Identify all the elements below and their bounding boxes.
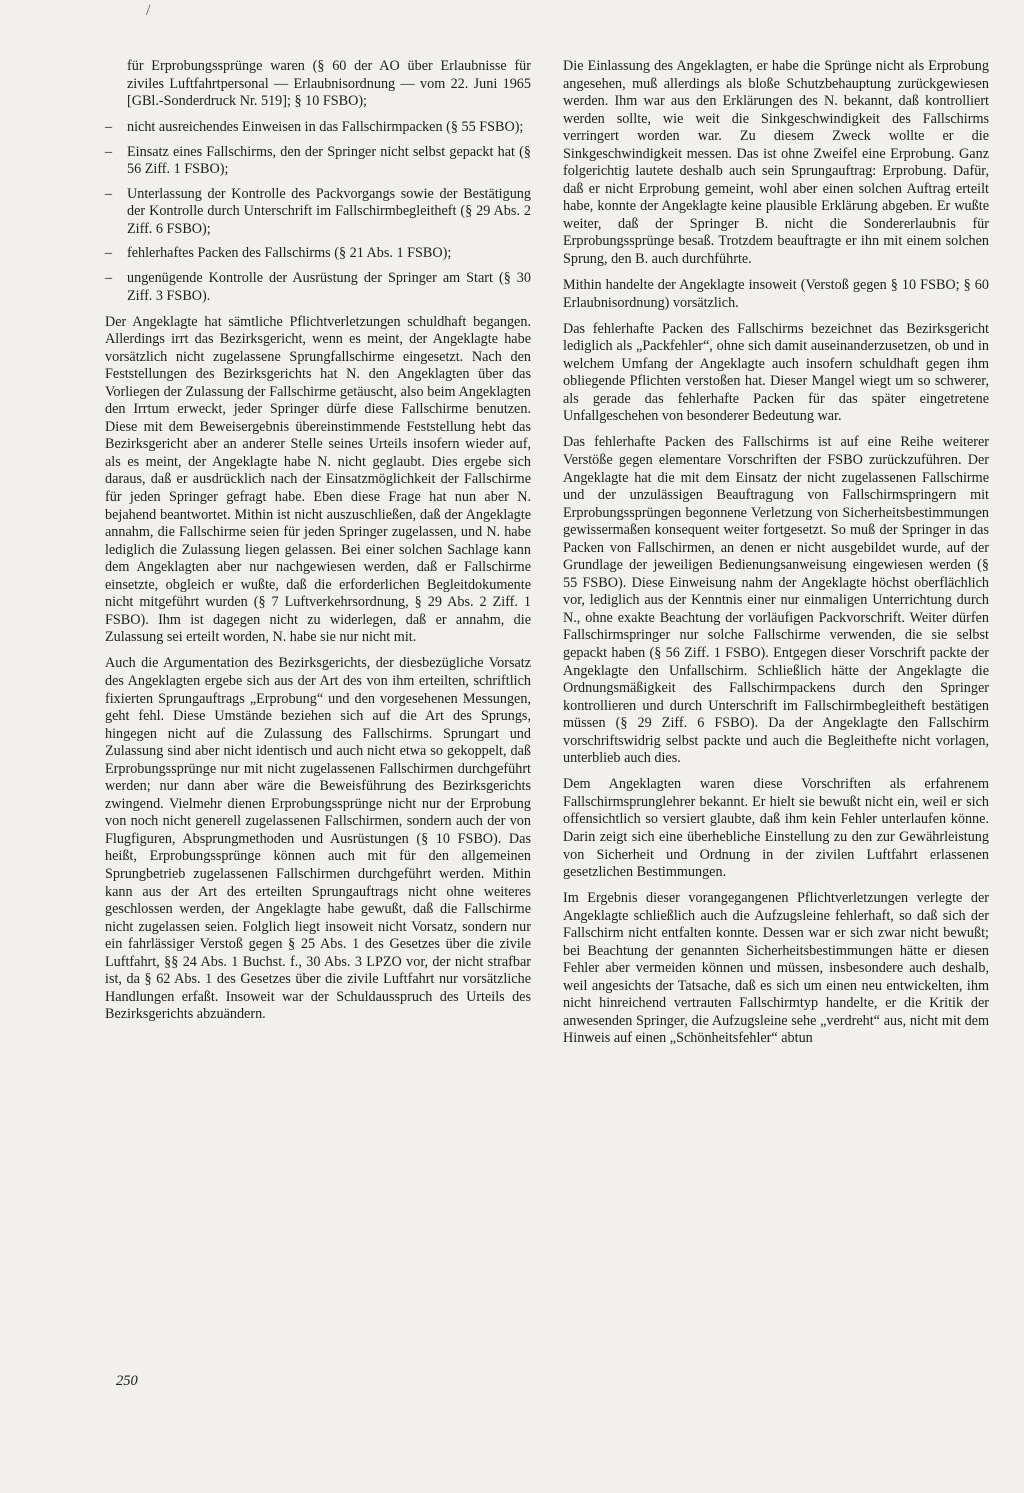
paragraph: Mithin handelte der Angeklagte insoweit (Verstoß gegen § 10 FSBO; § 60 Erlaubnisordnung) vorsätzlich. (563, 277, 989, 311)
violation-list (105, 119, 531, 305)
paragraph: Das fehlerhafte Packen des Fallschirms bezeichnet das Bezirksgericht lediglich als „Packfehler“, ohne sich damit auseinanderzusetzen, ob und in welchem Umfang der Angeklagte auch insofern schuldhaft gegen ihm obliegende Pflichten verstoßen hat. Dieser Mangel wiegt um so schwerer, als gerade das fehlerhafte Packen für das später eingetretene Unfallgeschehen von besonderer Bedeutung war. (563, 320, 989, 425)
list-item: – Einsatz eines Fallschirms, den der Springer nicht selbst gepackt hat (§ 56 Ziff. 1 FSBO); (105, 144, 531, 179)
paragraph: Im Ergebnis dieser vorangegangenen Pflichtverletzungen verlegte der Angeklagte schließlich auch die Aufzugsleine fehlerhaft, so daß sich der Fallschirm nicht entfalten konnte. Dessen war er sich zwar nicht bewußt; bei Beachtung der genannten Sicherheitsbestimmungen hätte er diesen Fehler aber vermeiden können und müssen, insbesondere auch deshalb, weil angesichts der Tatsache, daß es sich um einen neu entwickelten, ihm nicht hinreichend vertrauten Fallschirmtyp handelte, er die Kritik der anwesenden Springer, die Aufzugsleine sehe „verdreht“ aus, nicht mit dem Hinweis auf einen „Schönheitsfehler“ abtun (563, 890, 989, 1047)
left-column (105, 58, 531, 1032)
list-item: – Unterlassung der Kontrolle des Packvorgangs sowie der Bestätigung der Kontrolle durch Unterschrift im Fallschirmbegleitheft (§ 29 Abs. 2 Ziff. 6 FSBO); (105, 186, 531, 239)
page-number: 250 (116, 1373, 138, 1389)
list-item: – nicht ausreichendes Einweisen in das Fallschirmpacken (§ 55 FSBO); (105, 119, 531, 137)
paragraph: Die Einlassung des Angeklagten, er habe die Sprünge nicht als Erprobung angesehen, muß allerdings als bloße Schutzbehauptung zurückgewiesen werden. Ihm war aus den Erklärungen des N. bekannt, daß kontrolliert werden sollte, wie weit die Sinkgeschwindigkeit des Fallschirms verringert worden war. Zu diesem Zweck wollte er die Sinkgeschwindigkeit messen. Das ist ohne Zweifel eine Erprobung. Ganz folgerichtig lautete deshalb auch sein Sprungauftrag: Erprobung. Dafür, daß er nicht Erprobung gemeint, wohl aber einen solchen Auftrag erteilt habe, konnte der Angeklagte keine plausible Erklärung abgeben. Er wußte weiter, daß der Springer B. nicht die Sondererlaubnis für Erprobungssprünge besaß. Trotzdem beauftragte er ihn mit einem solchen Sprung, den B. auch durchführte. (563, 58, 989, 268)
list-item: – fehlerhaftes Packen des Fallschirms (§ 21 Abs. 1 FSBO); (105, 245, 531, 263)
list-item: – ungenügende Kontrolle der Ausrüstung der Springer am Start (§ 30 Ziff. 3 FSBO). (105, 270, 531, 305)
intro-continuation: für Erprobungssprünge waren (§ 60 der AO über Erlaubnisse für ziviles Luftfahrtpersonal — Erlaubnisordnung — vom 22. Juni 1965 [GBl.-Sonderdruck Nr. 519]; § 10 FSBO); (127, 58, 531, 110)
paragraph: Das fehlerhafte Packen des Fallschirms ist auf eine Reihe weiterer Verstöße gegen elementare Vorschriften der FSBO zurückzuführen. Der Angeklagte hat die mit dem Einsatz der nicht zugelassenen Fallschirme und der unzulässigen Beauftragung von Fallschirmspringern mit Erprobungssprüngen begonnene Verletzung von Sicherheitsbestimmungen gewissermaßen konsequent weiter fortgesetzt. So muß der Springer in das Packen von Fallschirmen, an denen er nicht ausgebildet wurde, auf der Grundlage der jeweiligen Bedienungsanweisung eingewiesen werden (§ 55 FSBO). Diese Einweisung nahm der Angeklagte höchst oberflächlich vor, lediglich aus der Kenntnis einer nur einmaligen Unterrichtung durch N., ohne exakte Beachtung der vorläufigen Packvorschrift. Weiter dürfen Fallschirmspringer nur solche Fallschirme verwenden, die sie selbst gepackt haben (§ 56 Ziff. 1 FSBO). Entgegen dieser Vorschrift packte der Angeklagte den Unfallschirm. Schließlich hätte der Angeklagte die Ordnungsmäßigkeit des Fallschirmpackens durch den Springer kontrollieren und durch Unterschrift im Fallschirmbegleitheft bestätigen müssen (§ 29 Ziff. 6 FSBO). Da der Angeklagte den Fallschirm vorschriftswidrig selbst packte und auch die Begleithefte nicht vorlagen, unterblieb auch dies. (563, 434, 989, 767)
paragraph: Auch die Argumentation des Bezirksgerichts, der diesbezügliche Vorsatz des Angeklagten ergebe sich aus der Art des von ihm erteilten, schriftlich fixierten Sprungauftrags „Erprobung“ und den vorgesehenen Messungen, geht fehl. Diese Umstände beziehen sich auf die Art des Sprungs, hingegen nicht auf die Zulassung des Fallschirms. Sprungart und Zulassung sind aber nicht identisch und auch nicht etwa so gekoppelt, daß Erprobungssprünge nur mit nicht zugelassenen Fallschirmen durchgeführt werden; nur dann aber wäre die Beweisführung des Bezirksgerichts zwingend. Vielmehr dienen Erprobungssprünge nicht nur der Erprobung von noch nicht generell zugelassenen Fallschirmen, sondern auch der von Flugfiguren, Absprungmethoden und Ausrüstungen (§ 10 FSBO). Das heißt, Erprobungssprünge können auch mit für den allgemeinen Sprungbetrieb zugelassenen Fallschirmen durchgeführt werden. Mithin kann aus der Art des erteilten Sprungauftrags nicht ohne weiteres geschlossen werden, der Angeklagte habe gewußt, daß die Fallschirme nicht zugelassen seien. Folglich liegt insoweit nicht Vorsatz, sondern nur ein fahrlässiger Verstoß gegen § 25 Abs. 1 des Gesetzes über die zivile Luftfahrt, §§ 24 Abs. 1 Buchst. f., 30 Abs. 3 LPZO vor, der nicht strafbar ist, da § 62 Abs. 1 des Gesetzes über die zivile Luftfahrt nur vorsätzliche Handlungen erfaßt. Insoweit war der Schuldausspruch des Urteils des Bezirksgerichts abzuändern. (105, 655, 531, 1023)
margin-mark: / (146, 2, 151, 19)
right-column (563, 58, 989, 1057)
paragraph: Der Angeklagte hat sämtliche Pflichtverletzungen schuldhaft begangen. Allerdings irrt das Bezirksgericht, wenn es meint, der Angeklagte habe vorsätzlich nicht zugelassene Sprungfallschirme eingesetzt. Nach den Feststellungen des Bezirksgerichts hat N. den Angeklagten über das Vorliegen der Zulassung der Fallschirme getäuscht, also beim Angeklagten den Irrtum erweckt, jeder Springer dürfe diese Fallschirme benutzen. Diese mit dem Beweisergebnis übereinstimmende Feststellung hebt das Bezirksgericht aber an anderer Stelle seines Urteils insofern wieder auf, als es meint, der Angeklagte habe N. nicht geglaubt. Dies ergebe sich daraus, daß er ausdrücklich nach der Einsatzmöglichkeit der Fallschirme für jeden Springer gefragt habe. Eben diese Frage hat nun aber N. bejahend beantwortet. Mithin ist nicht auszuschließen, daß der Angeklagte annahm, die Fallschirme seien für jeden Springer zugelassen, und N. habe lediglich die Zulassung liegen gelassen. Bei einer solchen Sachlage kann dem Angeklagten aber nur nachgewiesen werden, daß er Fallschirme einsetzte, obgleich er wußte, daß die erforderlichen Begleitdokumente nicht mitgeführt wurden (§ 7 Luftverkehrsordnung, § 29 Abs. 2 Ziff. 1 FSBO). Ihm ist dagegen nicht zu widerlegen, daß er annahm, die Zulassung sei erteilt worden, N. habe sie nur nicht mit. (105, 313, 531, 646)
paragraph: Dem Angeklagten waren diese Vorschriften als erfahrenem Fallschirmsprunglehrer bekannt. Er hielt sie bewußt nicht ein, weil er sich offensichtlich so versiert glaubte, daß ihm kein Fehler unterlaufen könne. Darin zeigt sich eine überhebliche Einstellung zu den zur Gewährleistung von Sicherheit und Ordnung in der zivilen Luftfahrt erlassenen gesetzlichen Bestimmungen. (563, 776, 989, 881)
